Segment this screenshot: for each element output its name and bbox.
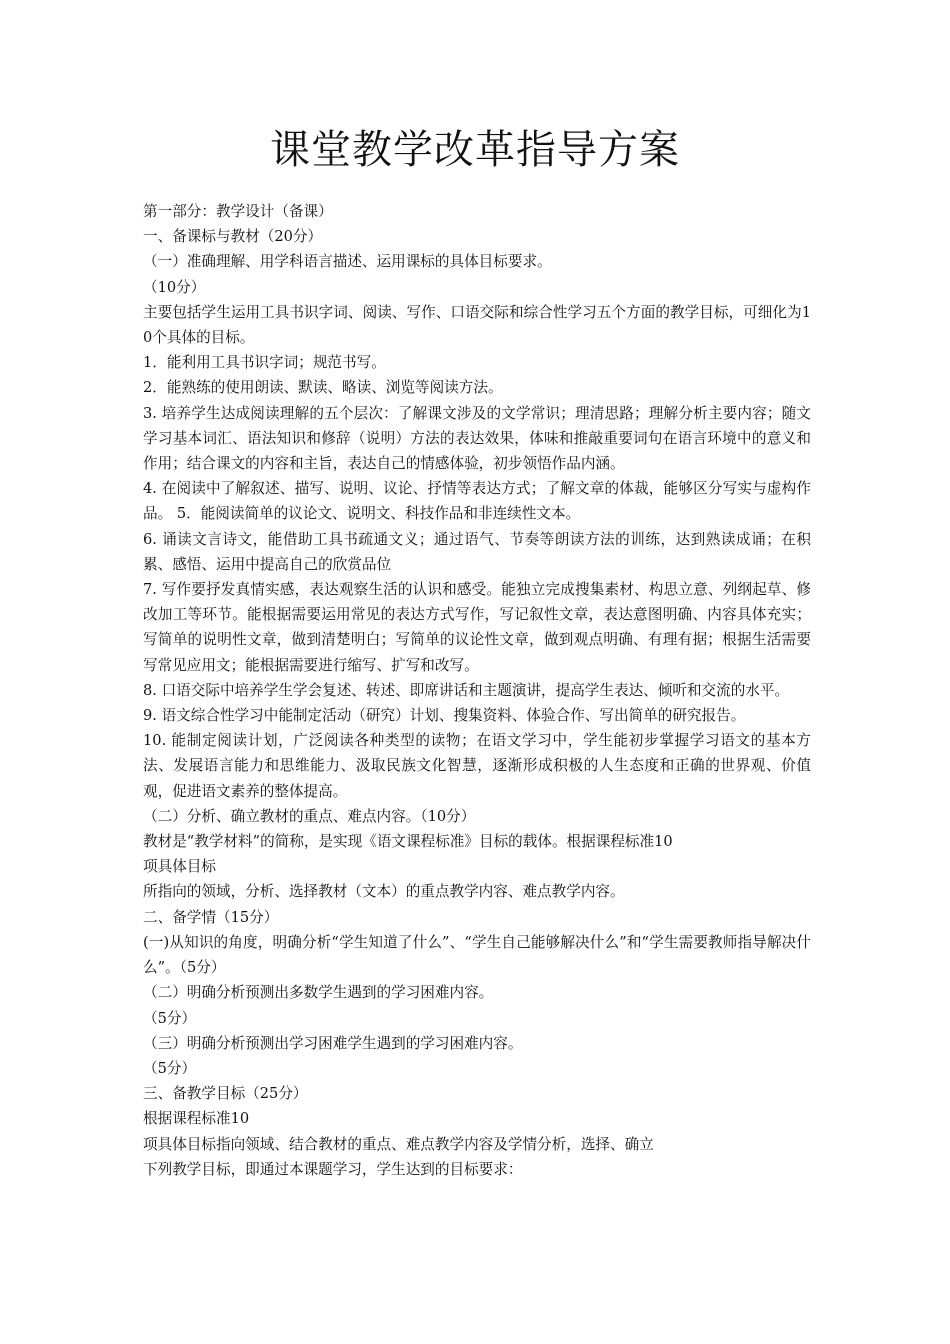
list-item: 1．能利用工具书识字词；规范书写。 [143,354,386,372]
paragraph: 项具体目标 [143,858,216,876]
paragraph: 下列教学目标，即通过本课题学习，学生达到的目标要求： [143,1160,523,1178]
paragraph: 教材是“教学材料”的简称，是实现《语文课程标准》目标的载体。根据课程标准10 [143,833,673,851]
score-note: （5分） [143,1009,197,1027]
subsection-heading: （二）明确分析预测出多数学生遇到的学习困难内容。 [143,984,494,1002]
subsection-heading: （一）准确理解、用学科语言描述、运用课标的具体目标要求。 [143,253,552,271]
paragraph: 所指向的领域，分析、选择教材（文本）的重点教学内容、难点教学内容。 [143,883,625,901]
section-heading: 第一部分：教学设计（备课） [143,203,333,220]
section-heading: 一、备课标与教材（20分） [143,228,323,246]
section-heading: 二、备学情（15分） [143,908,279,926]
score-note: （5分） [143,1059,197,1077]
document-title: 课堂教学改革指导方案 [270,127,680,173]
list-item: 6. 诵读文言诗文，能借助工具书疏通文义；通过语气、节奏等朗读方法的训练，达到熟读成诵；在积累、感悟、运用中提高自己的欣赏品位 [143,530,811,573]
paragraph: 主要包括学生运用工具书识字词、阅读、写作、口语交际和综合性学习五个方面的教学目标，可细化为10个具体的目标。 [143,303,811,347]
section-heading: 三、备教学目标（25分） [143,1085,308,1103]
subsection-heading: （二）分析、确立教材的重点、难点内容。（10分） [143,807,476,825]
list-item: 8. 口语交际中培养学生学会复述、转述、即席讲话和主题演讲，提高学生表达、倾听和交流的水平。 [143,681,790,699]
list-item: 2．能熟练的使用朗读、默读、略读、浏览等阅读方法。 [143,379,503,397]
document-body [143,199,811,1182]
score-note: （10分） [143,278,206,296]
list-item: 10. 能制定阅读计划，广泛阅读各种类型的读物；在语文学习中，学生能初步掌握学习语文的基本方法、发展语言能力和思维能力、汲取民族文化智慧，逐渐形成积极的人生态度和正确的世界观、价值观，促进语文素养的整体提高。 [143,732,811,800]
paragraph: 项具体目标指向领域、结合教材的重点、难点教学内容及学情分析，选择、确立 [143,1135,654,1153]
list-item: 3. 培养学生达成阅读理解的五个层次：了解课文涉及的文学常识；理清思路；理解分析主要内容；随文学习基本词汇、语法知识和修辞（说明）方法的表达效果，体味和推敲重要词句在语言环境中的意义和作用；结合课文的内容和主旨，表达自己的情感体验，初步领悟作品内涵。 [143,404,811,473]
list-item: 4. 在阅读中了解叙述、描写、说明、议论、抒情等表达方式；了解文章的体裁，能够区分写实与虚构作品。 5．能阅读简单的议论文、说明文、科技作品和非连续性文本。 [143,480,811,523]
subsection-heading: （三）明确分析预测出学习困难学生遇到的学习困难内容。 [143,1034,523,1052]
paragraph: 根据课程标准10 [143,1110,250,1128]
list-item: 9. 语文综合性学习中能制定活动（研究）计划、搜集资料、体验合作、写出简单的研究报告。 [143,707,746,725]
subsection-heading: (一)从知识的角度，明确分析“学生知道了什么”、“学生自己能够解决什么”和“学生需要教师指导解决什么”。（5分） [143,933,811,977]
list-item: 7. 写作要抒发真情实感，表达观察生活的认识和感受。能独立完成搜集素材、构思立意、列纲起草、修改加工等环节。能根据需要运用常见的表达方式写作，写记叙性文章，表达意图明确、内容具体充实；写简单的说明性文章，做到清楚明白；写简单的议论性文章，做到观点明确、有理有据；根据生活需要写常见应用文；能根据需要进行缩写、扩写和改写。 [143,581,811,674]
